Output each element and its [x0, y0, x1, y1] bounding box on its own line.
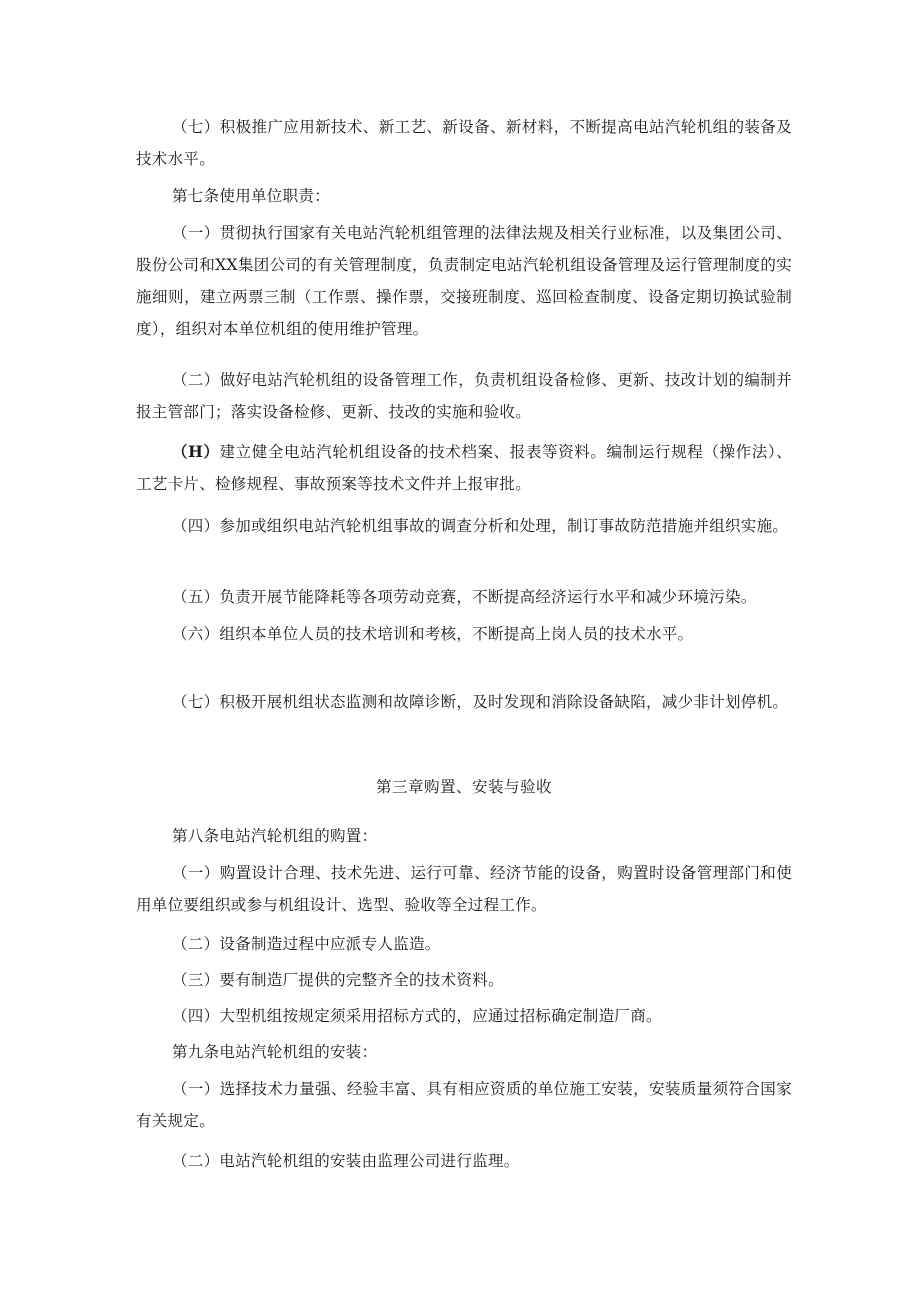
article-7-item-6: （六）组织本单位人员的技术培训和考核，不断提高上岗人员的技术水平。 [172, 625, 694, 643]
paragraph-new-technology: （七）积极推广应用新技术、新工艺、新设备、新材料，不断提高电站汽轮机组的装备及技术水平。 [136, 118, 792, 168]
article-8-item-1: （一）购置设计合理、技术先进、运行可靠、经济节能的设备，购置时设备管理部门和使用单位要组织或参与机组设计、选型、验收等全过程工作。 [136, 864, 792, 914]
article-8-item-2: （二）设备制造过程中应派专人监造。 [172, 935, 441, 953]
article-7-heading: 第七条使用单位职责： [172, 187, 331, 205]
article-9-item-1: （一）选择技术力量强、经验丰富、具有相应资质的单位施工安装，安装质量须符合国家有关规定。 [136, 1080, 792, 1130]
article-7-item-7: （七）积极开展机组状态监测和故障诊断，及时发现和消除设备缺陷，减少非计划停机。 [172, 693, 789, 711]
article-7-item-3-text: 建立健全电站汽轮机组设备的技术档案、报表等资料。编制运行规程（操作法）、工艺卡片、检修规程、事故预案等技术文件并上报审批。 [136, 443, 792, 493]
article-9-heading: 第九条电站汽轮机组的安装： [172, 1043, 378, 1061]
article-8-item-3: （三）要有制造厂提供的完整齐全的技术资料。 [172, 971, 504, 989]
article-7-item-2: （二）做好电站汽轮机组的设备管理工作，负责机组设备检修、更新、技改计划的编制并报主管部门；落实设备检修、更新、技改的实施和验收。 [136, 371, 792, 421]
article-7-item-1: （一）贯彻执行国家有关电站汽轮机组管理的法律法规及相关行业标准，以及集团公司、股份公司和XX集团公司的有关管理制度，负责制定电站汽轮机组设备管理及运行管理制度的实施细则，建立两票三制（工作票、操作票，交接班制度、巡回检查制度、设备定期切换试验制度），组织对本单位机组的使用维护管理。 [136, 224, 792, 338]
article-7-item-3 [136, 436, 792, 500]
article-7-item-3-lead: （H） [172, 442, 220, 461]
article-9-item-2: （二）电站汽轮机组的安装由监理公司进行监理。 [172, 1152, 520, 1170]
article-8-item-4: （四）大型机组按规定须采用招标方式的，应通过招标确定制造厂商。 [172, 1007, 662, 1025]
article-7-item-5: （五）负责开展节能降耗等各项劳动竞赛，不断提高经济运行水平和减少环境污染。 [172, 588, 757, 606]
article-8-heading: 第八条电站汽轮机组的购置： [172, 827, 378, 845]
article-7-item-4: （四）参加或组织电站汽轮机组事故的调查分析和处理，制订事故防范措施并组织实施。 [172, 517, 789, 535]
chapter-3-title: 第三章购置、安装与验收 [375, 778, 552, 796]
